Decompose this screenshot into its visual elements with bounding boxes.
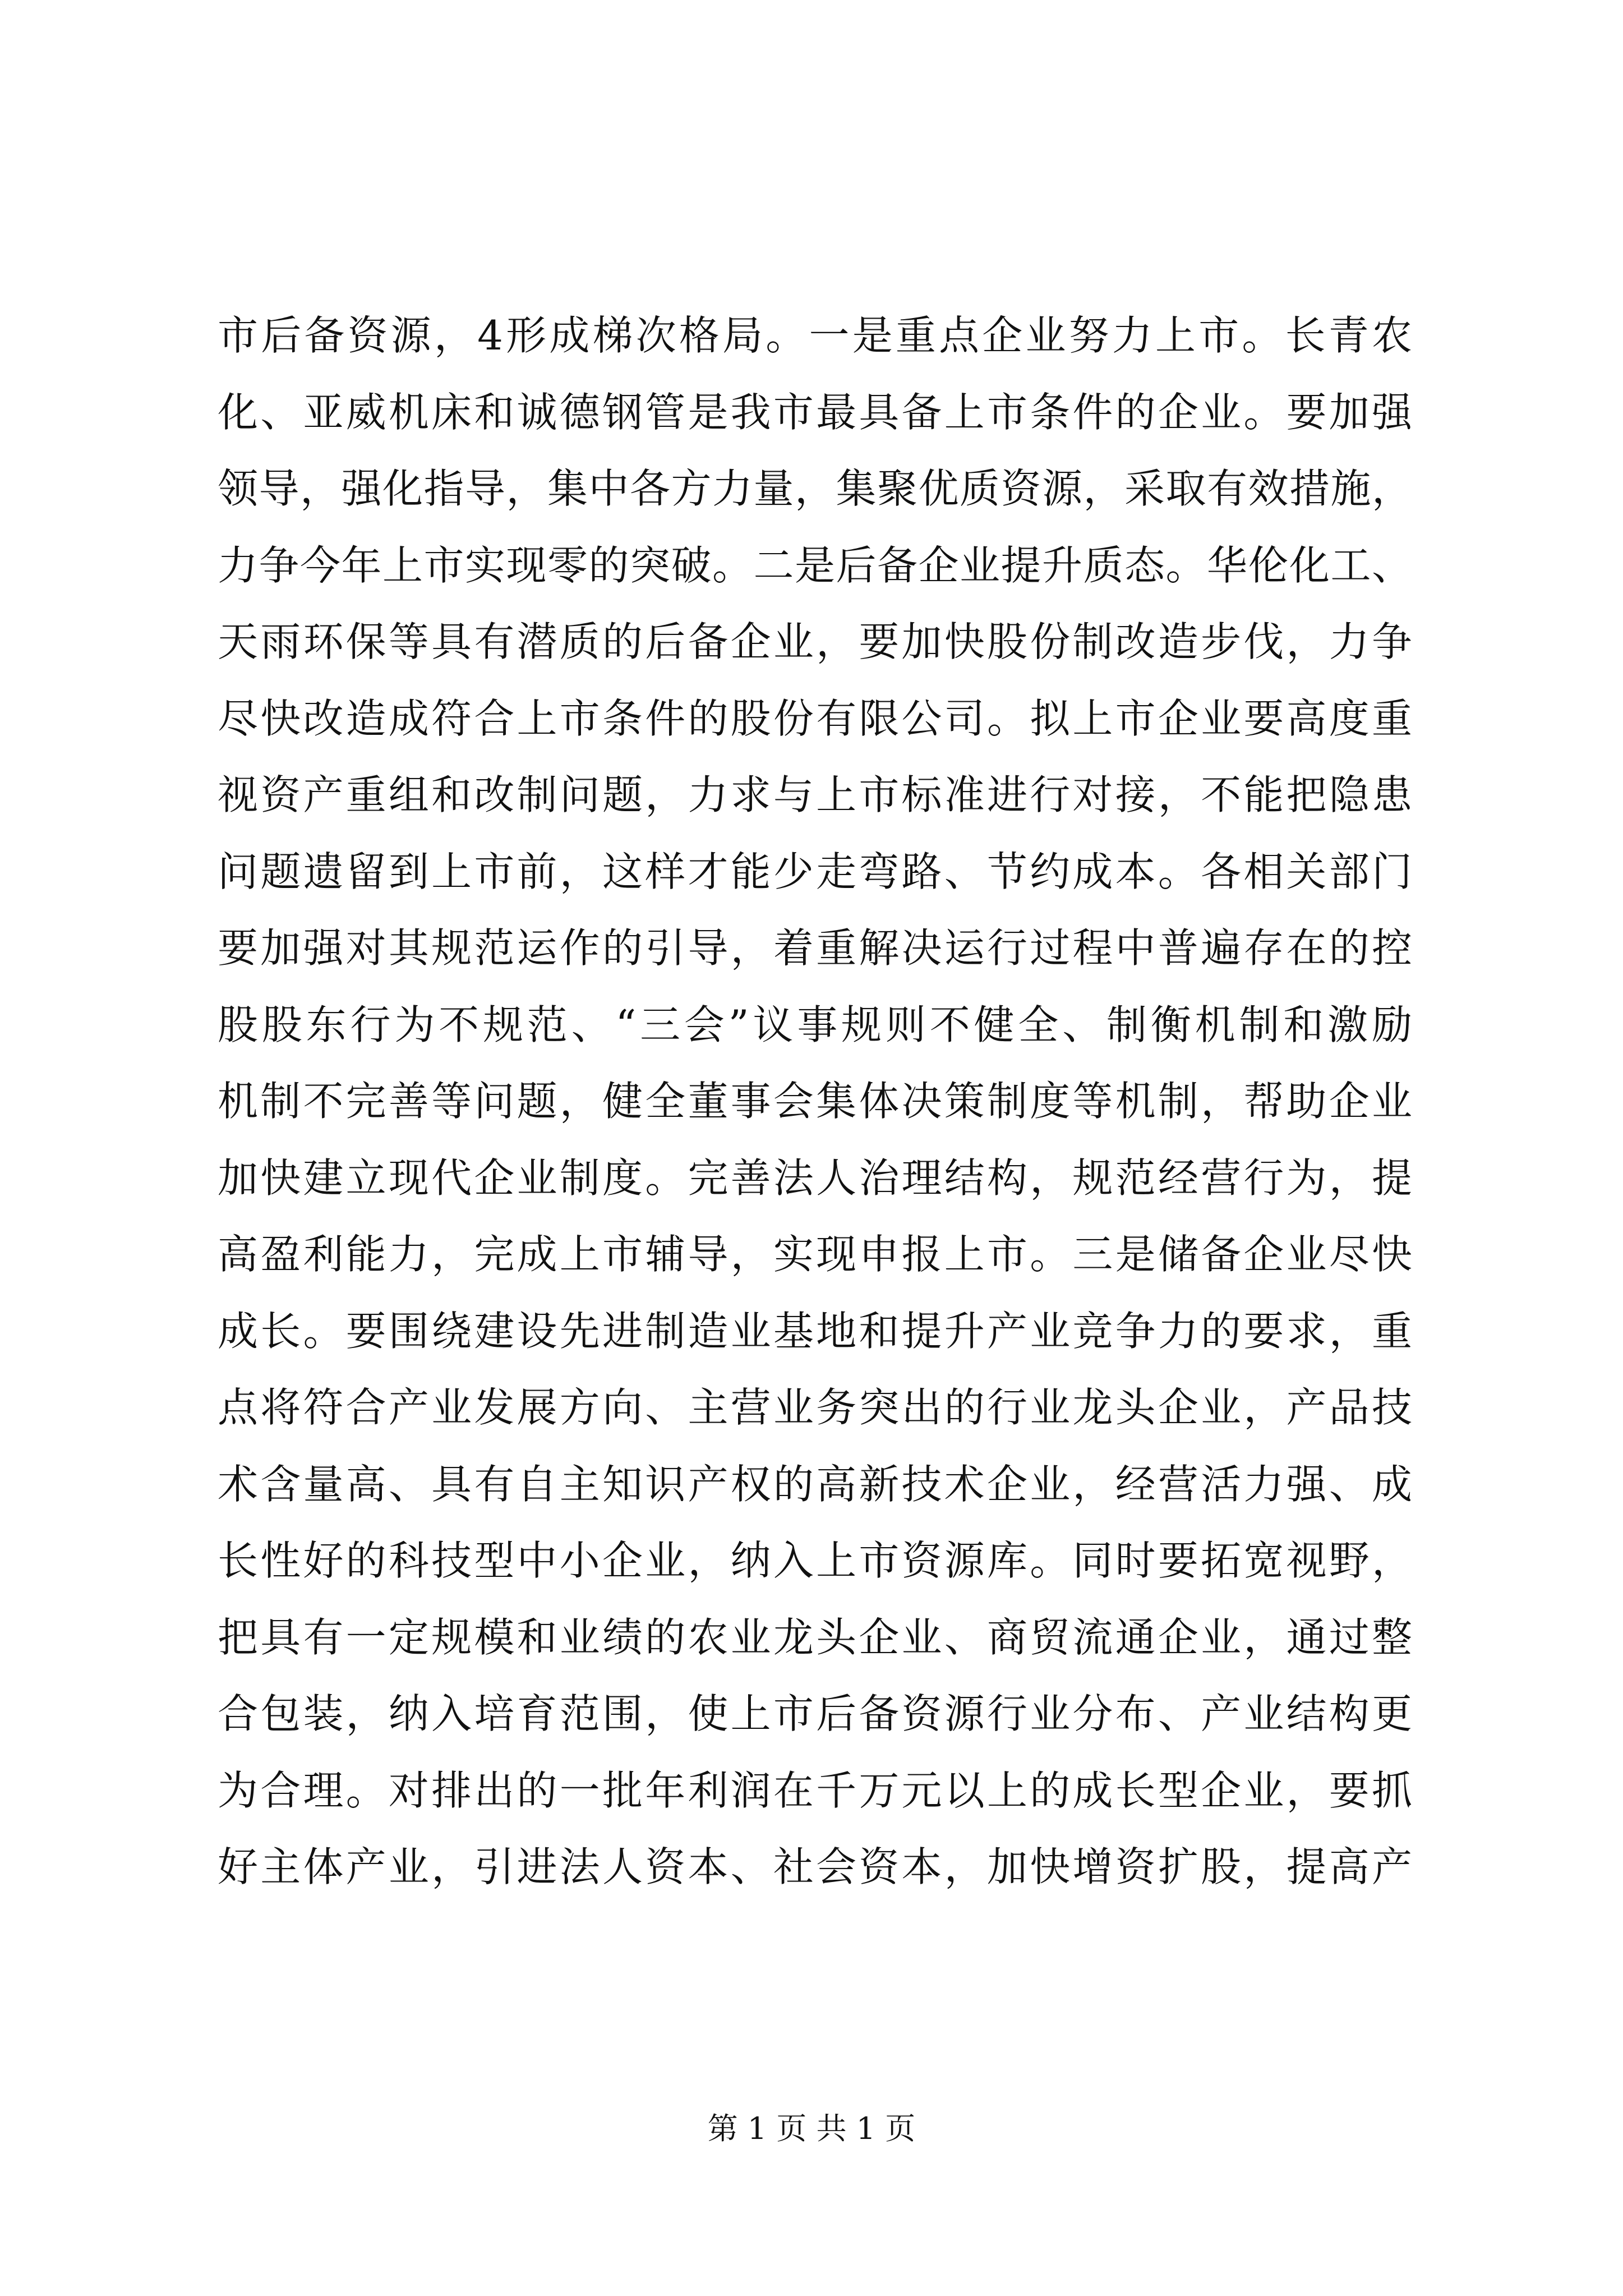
text-line: 加快建立现代企业制度。完善法人治理结构，规范经营行为，提 bbox=[218, 1154, 1412, 1202]
page-number: 第 1 页 共 1 页 bbox=[707, 2111, 916, 2146]
text-line: 成长。要围绕建设先进制造业基地和提升产业竞争力的要求，重 bbox=[218, 1307, 1412, 1355]
text-line: 长性好的科技型中小企业，纳入上市资源库。同时要拓宽视野， bbox=[218, 1537, 1412, 1584]
text-line: 好主体产业，引进法人资本、社会资本，加快增资扩股，提高产 bbox=[218, 1843, 1412, 1890]
text-line: 点将符合产业发展方向、主营业务突出的行业龙头企业，产品技 bbox=[218, 1384, 1412, 1431]
text-line: 股股东行为不规范、“三会”议事规则不健全、制衡机制和激励 bbox=[218, 1001, 1412, 1048]
text-line: 天雨环保等具有潜质的后备企业，要加快股份制改造步伐，力争 bbox=[218, 618, 1412, 665]
text-line: 合包装，纳入培育范围，使上市后备资源行业分布、产业结构更 bbox=[218, 1690, 1412, 1737]
text-line: 机制不完善等问题，健全董事会集体决策制度等机制，帮助企业 bbox=[218, 1078, 1412, 1125]
text-line: 尽快改造成符合上市条件的股份有限公司。拟上市企业要高度重 bbox=[218, 694, 1412, 742]
text-line: 术含量高、具有自主知识产权的高新技术企业，经营活力强、成 bbox=[218, 1460, 1412, 1508]
text-line: 把具有一定规模和业绩的农业龙头企业、商贸流通企业，通过整 bbox=[218, 1613, 1412, 1661]
text-line: 领导，强化指导，集中各方力量，集聚优质资源，采取有效措施， bbox=[218, 465, 1412, 512]
text-line: 力争今年上市实现零的突破。二是后备企业提升质态。华伦化工、 bbox=[218, 541, 1412, 589]
text-line: 化、亚威机床和诚德钢管是我市最具备上市条件的企业。要加强 bbox=[218, 388, 1412, 436]
text-line: 视资产重组和改制问题，力求与上市标准进行对接，不能把隐患 bbox=[218, 771, 1412, 818]
text-line: 市后备资源，4形成梯次格局。一是重点企业努力上市。长青农 bbox=[218, 312, 1412, 359]
text-line: 为合理。对排出的一批年利润在千万元以上的成长型企业，要抓 bbox=[218, 1766, 1412, 1814]
text-line: 高盈利能力，完成上市辅导，实现申报上市。三是储备企业尽快 bbox=[218, 1231, 1412, 1278]
page-footer bbox=[0, 2109, 1623, 2148]
text-line: 要加强对其规范运作的引导，着重解决运行过程中普遍存在的控 bbox=[218, 924, 1412, 972]
text-line: 问题遗留到上市前，这样才能少走弯路、节约成本。各相关部门 bbox=[218, 848, 1412, 895]
body-text bbox=[218, 297, 1412, 1906]
